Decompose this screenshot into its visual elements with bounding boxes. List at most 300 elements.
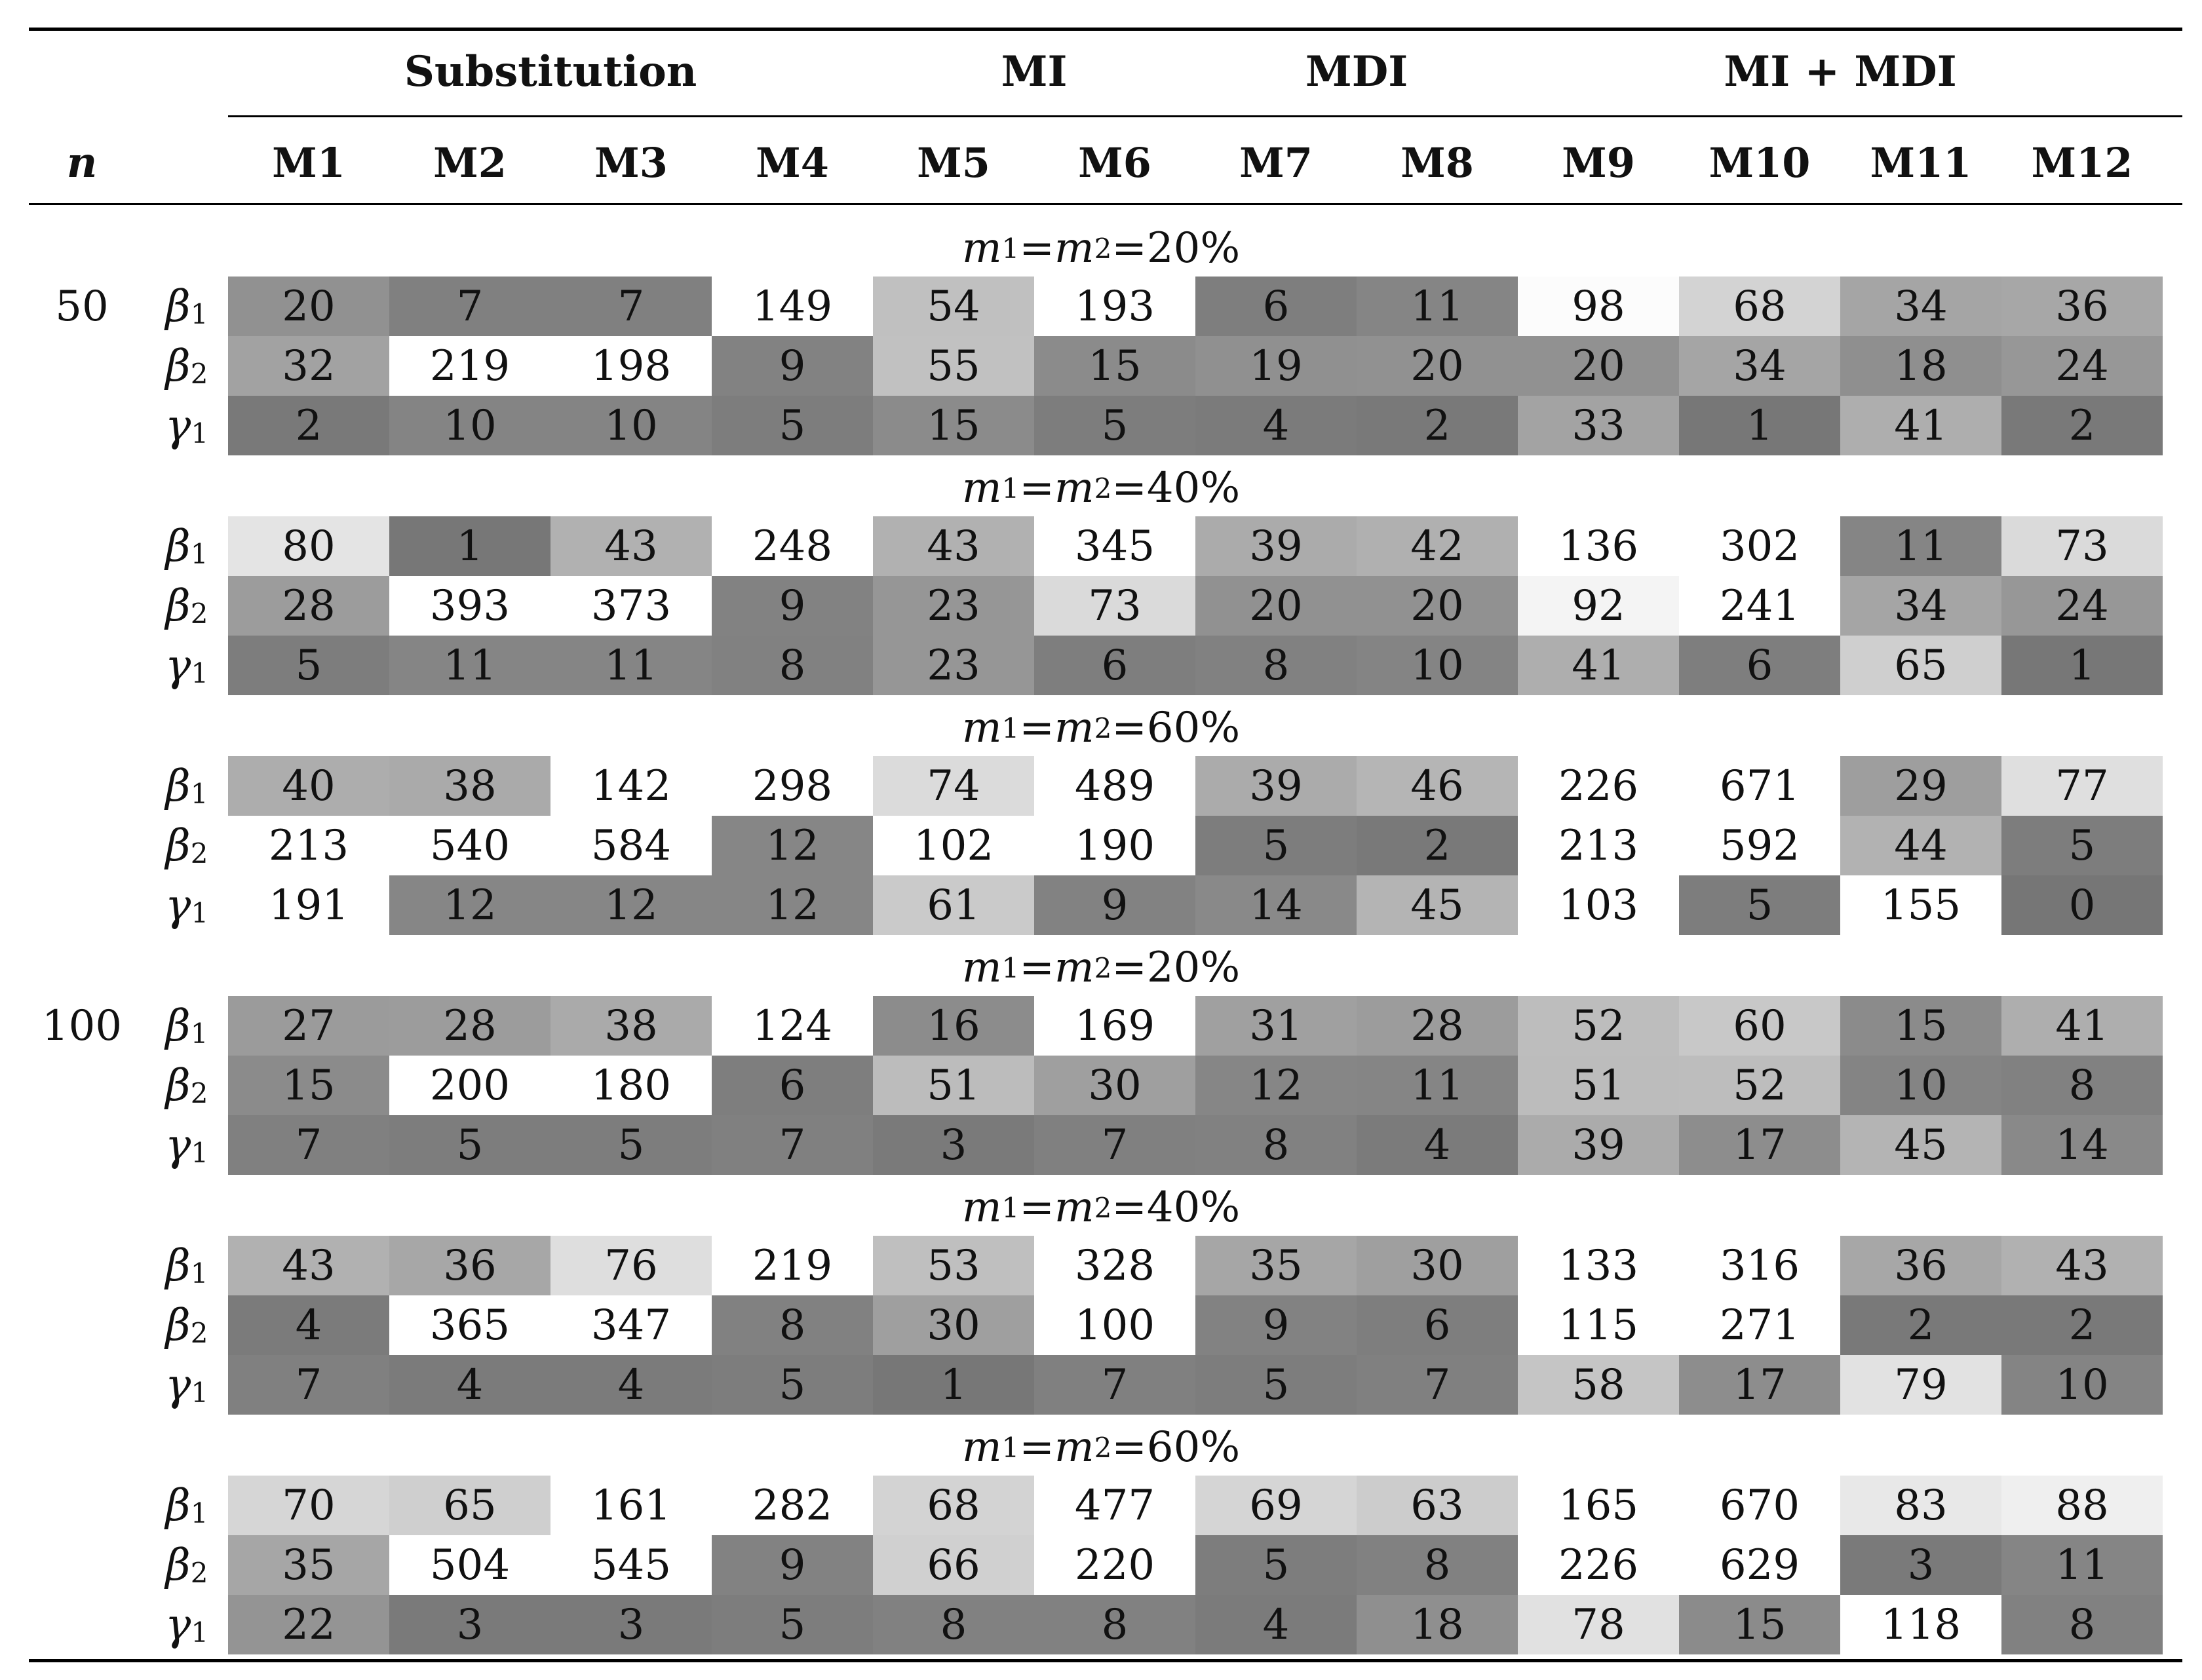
table-cell: 70 <box>228 1476 389 1535</box>
column-header: M2 <box>433 138 507 187</box>
table-cell: 9 <box>712 576 873 636</box>
table-cell: 115 <box>1518 1295 1679 1355</box>
table-cell: 45 <box>1357 875 1518 935</box>
table-cell: 33 <box>1518 396 1679 455</box>
table-cell: 36 <box>2001 277 2163 336</box>
table-cell: 61 <box>873 875 1034 935</box>
label-subscript: 2 <box>1094 712 1112 744</box>
table-cell: 34 <box>1679 336 1840 396</box>
table-cell: 65 <box>389 1476 550 1535</box>
column-header: M4 <box>756 138 829 187</box>
parameter-label <box>147 996 226 1056</box>
table-cell: 191 <box>228 875 389 935</box>
parameter-symbol: β <box>165 521 191 571</box>
table-cell: 10 <box>1840 1056 2001 1115</box>
table-cell: 53 <box>873 1236 1034 1295</box>
parameter-subscript: 1 <box>191 417 209 449</box>
table-cell: 190 <box>1034 816 1195 875</box>
label-subscript: 2 <box>1094 232 1112 265</box>
table-cell: 98 <box>1518 277 1679 336</box>
missing-rate-value: 20% <box>1146 944 1241 992</box>
table-cell: 2 <box>2001 1295 2163 1355</box>
table-cell: 45 <box>1840 1115 2001 1175</box>
sample-size: 50 <box>55 282 109 331</box>
parameter-symbol: γ <box>164 400 191 451</box>
parameter-subscript: 1 <box>191 1377 209 1409</box>
parameter-label <box>147 277 226 336</box>
parameter-label <box>147 1595 226 1654</box>
parameter-label <box>147 516 226 576</box>
table-cell: 5 <box>1679 875 1840 935</box>
label-var: m <box>1054 464 1094 512</box>
table-cell: 80 <box>228 516 389 576</box>
parameter-label <box>147 1535 226 1595</box>
column-header: M5 <box>917 138 990 187</box>
parameter-subscript: 1 <box>190 1497 208 1529</box>
table-cell: 100 <box>1034 1295 1195 1355</box>
table-cell: 9 <box>1034 875 1195 935</box>
table-cell: 38 <box>550 996 712 1056</box>
table-cell: 77 <box>2001 756 2163 816</box>
table-cell: 83 <box>1840 1476 2001 1535</box>
table-cell: 155 <box>1840 875 2001 935</box>
table-cell: 219 <box>389 336 550 396</box>
table-cell: 540 <box>389 816 550 875</box>
table-cell: 9 <box>1195 1295 1357 1355</box>
table-cell: 9 <box>712 336 873 396</box>
table-cell: 8 <box>1195 1115 1357 1175</box>
table-cell: 592 <box>1679 816 1840 875</box>
table-cell: 60 <box>1679 996 1840 1056</box>
table-cell: 213 <box>1518 816 1679 875</box>
parameter-subscript: 2 <box>190 358 208 390</box>
parameter-symbol: β <box>165 1001 191 1051</box>
table-cell: 5 <box>712 1355 873 1415</box>
table-cell: 8 <box>1357 1535 1518 1595</box>
table-cell: 20 <box>1518 336 1679 396</box>
column-header: M3 <box>594 138 668 187</box>
table-cell: 4 <box>1195 396 1357 455</box>
parameter-subscript: 1 <box>190 538 208 570</box>
label-var: m <box>1054 224 1094 273</box>
table-cell: 3 <box>389 1595 550 1654</box>
column-header: M12 <box>2031 138 2133 187</box>
table-cell: 20 <box>1357 576 1518 636</box>
table-cell: 52 <box>1518 996 1679 1056</box>
table-cell: 365 <box>389 1295 550 1355</box>
missing-rate-label: m 1 = m 2 = 60% <box>961 1423 1241 1472</box>
table-cell: 10 <box>550 396 712 455</box>
table-cell: 5 <box>550 1115 712 1175</box>
table-cell: 31 <box>1195 996 1357 1056</box>
parameter-label <box>147 756 226 816</box>
parameter-subscript: 1 <box>191 897 209 929</box>
table-cell: 545 <box>550 1535 712 1595</box>
parameter-symbol: β <box>165 1540 191 1590</box>
table-cell: 24 <box>2001 336 2163 396</box>
table-cell: 10 <box>1357 636 1518 695</box>
table-cell: 11 <box>1840 516 2001 576</box>
parameter-symbol: β <box>165 341 191 391</box>
parameter-label <box>147 396 226 455</box>
table-cell: 248 <box>712 516 873 576</box>
label-subscript: 2 <box>1094 1191 1112 1224</box>
parameter-subscript: 1 <box>190 778 208 810</box>
table-cell: 19 <box>1195 336 1357 396</box>
table-cell: 12 <box>712 875 873 935</box>
table-cell: 16 <box>873 996 1034 1056</box>
label-subscript: 1 <box>1001 1191 1020 1224</box>
table-cell: 2 <box>1840 1295 2001 1355</box>
label-subscript: 1 <box>1001 1431 1020 1464</box>
parameter-subscript: 1 <box>190 1018 208 1050</box>
table-cell: 68 <box>873 1476 1034 1535</box>
table-cell: 5 <box>2001 816 2163 875</box>
table-cell: 51 <box>873 1056 1034 1115</box>
table-cell: 7 <box>712 1115 873 1175</box>
table-cell: 38 <box>389 756 550 816</box>
table-cell: 43 <box>550 516 712 576</box>
table-cell: 6 <box>1195 277 1357 336</box>
table-cell: 79 <box>1840 1355 2001 1415</box>
table-cell: 118 <box>1840 1595 2001 1654</box>
table-cell: 30 <box>1357 1236 1518 1295</box>
table-cell: 4 <box>228 1295 389 1355</box>
table-cell: 193 <box>1034 277 1195 336</box>
table-cell: 8 <box>2001 1056 2163 1115</box>
top-rule <box>29 28 2182 31</box>
table-cell: 219 <box>712 1236 873 1295</box>
parameter-symbol: γ <box>164 1120 191 1170</box>
table-cell: 2 <box>2001 396 2163 455</box>
label-var: m <box>961 1183 1002 1232</box>
table-cell: 4 <box>1195 1595 1357 1654</box>
table-cell: 504 <box>389 1535 550 1595</box>
missing-rate-label: m 1 = m 2 = 40% <box>961 1183 1241 1232</box>
parameter-symbol: β <box>165 1240 191 1291</box>
table-cell: 373 <box>550 576 712 636</box>
table-cell: 136 <box>1518 516 1679 576</box>
parameter-label <box>147 1236 226 1295</box>
table-cell: 18 <box>1840 336 2001 396</box>
table-cell: 1 <box>389 516 550 576</box>
table-cell: 12 <box>1195 1056 1357 1115</box>
table-cell: 5 <box>712 396 873 455</box>
table-cell: 347 <box>550 1295 712 1355</box>
missing-rate-value: 60% <box>1146 1423 1241 1472</box>
table-cell: 28 <box>389 996 550 1056</box>
missing-rate-label: m 1 = m 2 = 40% <box>961 464 1241 512</box>
label-var: m <box>961 704 1002 752</box>
missing-rate-value: 20% <box>1146 224 1241 273</box>
table-cell: 44 <box>1840 816 2001 875</box>
table-cell: 27 <box>228 996 389 1056</box>
table-cell: 34 <box>1840 576 2001 636</box>
table-cell: 43 <box>2001 1236 2163 1295</box>
table-cell: 282 <box>712 1476 873 1535</box>
table-cell: 69 <box>1195 1476 1357 1535</box>
parameter-subscript: 1 <box>191 657 209 689</box>
table-cell: 489 <box>1034 756 1195 816</box>
table-cell: 165 <box>1518 1476 1679 1535</box>
label-subscript: 1 <box>1001 232 1020 265</box>
parameter-label <box>147 1295 226 1355</box>
header-rule <box>29 203 2182 205</box>
table-cell: 20 <box>1195 576 1357 636</box>
table-cell: 78 <box>1518 1595 1679 1654</box>
table-cell: 8 <box>2001 1595 2163 1654</box>
table-cell: 41 <box>1518 636 1679 695</box>
parameter-subscript: 2 <box>190 598 208 630</box>
table-cell: 30 <box>1034 1056 1195 1115</box>
parameter-subscript: 1 <box>191 1137 209 1169</box>
table-cell: 7 <box>389 277 550 336</box>
table-cell: 629 <box>1679 1535 1840 1595</box>
parameter-subscript: 2 <box>190 837 208 869</box>
table-cell: 88 <box>2001 1476 2163 1535</box>
table-cell: 11 <box>389 636 550 695</box>
table-cell: 3 <box>1840 1535 2001 1595</box>
table-cell: 8 <box>873 1595 1034 1654</box>
table-cell: 12 <box>389 875 550 935</box>
table-cell: 29 <box>1840 756 2001 816</box>
table-cell: 7 <box>228 1115 389 1175</box>
table-cell: 65 <box>1840 636 2001 695</box>
table-cell: 161 <box>550 1476 712 1535</box>
parameter-symbol: γ <box>164 1599 191 1650</box>
table-cell: 40 <box>228 756 389 816</box>
column-header: M10 <box>1709 138 1811 187</box>
table-cell: 43 <box>228 1236 389 1295</box>
table-cell: 6 <box>1034 636 1195 695</box>
group-header: MI <box>1001 47 1068 96</box>
parameter-symbol: γ <box>164 880 191 930</box>
n-column-header: n <box>66 138 98 187</box>
parameter-label <box>147 816 226 875</box>
column-header: M1 <box>272 138 345 187</box>
parameter-label <box>147 875 226 935</box>
table-cell: 4 <box>1357 1115 1518 1175</box>
parameter-subscript: 1 <box>190 298 208 330</box>
group-underline <box>228 115 2182 117</box>
parameter-symbol: β <box>165 281 191 332</box>
table-cell: 36 <box>389 1236 550 1295</box>
table-cell: 66 <box>873 1535 1034 1595</box>
table-cell: 124 <box>712 996 873 1056</box>
group-header: MI + MDI <box>1724 47 1957 96</box>
label-subscript: 2 <box>1094 472 1112 505</box>
column-header: M8 <box>1400 138 1474 187</box>
table-cell: 41 <box>1840 396 2001 455</box>
table-cell: 43 <box>873 516 1034 576</box>
table-cell: 5 <box>712 1595 873 1654</box>
missing-rate-label: m 1 = m 2 = 60% <box>961 704 1241 752</box>
table-cell: 584 <box>550 816 712 875</box>
table-cell: 149 <box>712 277 873 336</box>
parameter-symbol: β <box>165 820 191 871</box>
table-cell: 23 <box>873 576 1034 636</box>
parameter-subscript: 2 <box>190 1077 208 1109</box>
table-cell: 220 <box>1034 1535 1195 1595</box>
table-cell: 7 <box>1034 1355 1195 1415</box>
table-cell: 54 <box>873 277 1034 336</box>
table-cell: 8 <box>1034 1595 1195 1654</box>
parameter-symbol: β <box>165 1480 191 1531</box>
column-header: M7 <box>1239 138 1313 187</box>
table-cell: 241 <box>1679 576 1840 636</box>
table-cell: 20 <box>228 277 389 336</box>
table-cell: 34 <box>1840 277 2001 336</box>
label-var: m <box>961 464 1002 512</box>
table-cell: 6 <box>712 1056 873 1115</box>
table-cell: 8 <box>712 1295 873 1355</box>
table-cell: 11 <box>2001 1535 2163 1595</box>
table-cell: 42 <box>1357 516 1518 576</box>
table-cell: 3 <box>550 1595 712 1654</box>
table-cell: 2 <box>1357 396 1518 455</box>
label-subscript: 1 <box>1001 472 1020 505</box>
column-header: M11 <box>1870 138 1972 187</box>
table-cell: 7 <box>1357 1355 1518 1415</box>
table-cell: 11 <box>550 636 712 695</box>
table-cell: 103 <box>1518 875 1679 935</box>
table-cell: 5 <box>1195 1535 1357 1595</box>
table-cell: 92 <box>1518 576 1679 636</box>
table-cell: 15 <box>1840 996 2001 1056</box>
table-cell: 35 <box>1195 1236 1357 1295</box>
parameter-symbol: β <box>165 1060 191 1111</box>
missing-rate-value: 60% <box>1146 704 1241 752</box>
table-cell: 142 <box>550 756 712 816</box>
table-cell: 30 <box>873 1295 1034 1355</box>
label-var: m <box>961 1423 1002 1472</box>
parameter-symbol: γ <box>164 1360 191 1410</box>
table-cell: 298 <box>712 756 873 816</box>
table-cell: 51 <box>1518 1056 1679 1115</box>
table-cell: 6 <box>1357 1295 1518 1355</box>
table-cell: 55 <box>873 336 1034 396</box>
table-cell: 28 <box>1357 996 1518 1056</box>
table-cell: 73 <box>1034 576 1195 636</box>
table-cell: 63 <box>1357 1476 1518 1535</box>
table-cell: 198 <box>550 336 712 396</box>
table-cell: 102 <box>873 816 1034 875</box>
table-cell: 36 <box>1840 1236 2001 1295</box>
table-cell: 10 <box>2001 1355 2163 1415</box>
table-cell: 133 <box>1518 1236 1679 1295</box>
label-var: m <box>961 224 1002 273</box>
table-cell: 11 <box>1357 277 1518 336</box>
table-cell: 7 <box>1034 1115 1195 1175</box>
table-cell: 8 <box>712 636 873 695</box>
table-cell: 41 <box>2001 996 2163 1056</box>
label-var: m <box>1054 704 1094 752</box>
table-cell: 5 <box>228 636 389 695</box>
table-cell: 345 <box>1034 516 1195 576</box>
table-cell: 5 <box>1195 1355 1357 1415</box>
parameter-label <box>147 636 226 695</box>
table-cell: 5 <box>1034 396 1195 455</box>
parameter-label <box>147 576 226 636</box>
missing-rate-label: m 1 = m 2 = 20% <box>961 224 1241 273</box>
table-cell: 0 <box>2001 875 2163 935</box>
table-cell: 20 <box>1357 336 1518 396</box>
parameter-symbol: β <box>165 761 191 811</box>
parameter-label <box>147 1115 226 1175</box>
group-header: MDI <box>1305 47 1408 96</box>
parameter-symbol: β <box>165 581 191 631</box>
table-cell: 14 <box>1195 875 1357 935</box>
parameter-subscript: 2 <box>190 1557 208 1589</box>
table-cell: 328 <box>1034 1236 1195 1295</box>
table-cell: 316 <box>1679 1236 1840 1295</box>
label-subscript: 1 <box>1001 951 1020 984</box>
missing-rate-label: m 1 = m 2 = 20% <box>961 944 1241 992</box>
table-cell: 7 <box>550 277 712 336</box>
column-header: M6 <box>1078 138 1151 187</box>
table-cell: 15 <box>1034 336 1195 396</box>
table-cell: 39 <box>1518 1115 1679 1175</box>
table-cell: 477 <box>1034 1476 1195 1535</box>
table-cell: 5 <box>1195 816 1357 875</box>
parameter-subscript: 1 <box>190 1257 208 1289</box>
table-cell: 58 <box>1518 1355 1679 1415</box>
table-cell: 10 <box>389 396 550 455</box>
group-header: Substitution <box>404 47 697 96</box>
label-var: m <box>961 944 1002 992</box>
label-var: m <box>1054 1423 1094 1472</box>
table-cell: 226 <box>1518 1535 1679 1595</box>
parameter-symbol: β <box>165 1300 191 1350</box>
table-cell: 17 <box>1679 1115 1840 1175</box>
table-cell: 6 <box>1679 636 1840 695</box>
table-cell: 200 <box>389 1056 550 1115</box>
table-cell: 302 <box>1679 516 1840 576</box>
table-cell: 15 <box>873 396 1034 455</box>
table-cell: 180 <box>550 1056 712 1115</box>
missing-rate-value: 40% <box>1146 464 1241 512</box>
table-cell: 68 <box>1679 277 1840 336</box>
table-cell: 39 <box>1195 516 1357 576</box>
parameter-label <box>147 1355 226 1415</box>
table-cell: 17 <box>1679 1355 1840 1415</box>
label-subscript: 2 <box>1094 951 1112 984</box>
parameter-subscript: 1 <box>191 1616 209 1649</box>
parameter-subscript: 2 <box>190 1317 208 1349</box>
table-cell: 7 <box>228 1355 389 1415</box>
table-cell: 18 <box>1357 1595 1518 1654</box>
parameter-symbol: γ <box>164 640 191 691</box>
table-cell: 23 <box>873 636 1034 695</box>
table-cell: 3 <box>873 1115 1034 1175</box>
table-cell: 2 <box>228 396 389 455</box>
table-cell: 1 <box>873 1355 1034 1415</box>
table-cell: 1 <box>1679 396 1840 455</box>
table-cell: 15 <box>1679 1595 1840 1654</box>
sample-size: 100 <box>41 1001 123 1050</box>
table-cell: 32 <box>228 336 389 396</box>
bottom-rule <box>29 1659 2182 1662</box>
table-cell: 393 <box>389 576 550 636</box>
table-cell: 1 <box>2001 636 2163 695</box>
table-cell: 169 <box>1034 996 1195 1056</box>
table-cell: 670 <box>1679 1476 1840 1535</box>
parameter-label <box>147 1476 226 1535</box>
table-cell: 74 <box>873 756 1034 816</box>
table-cell: 12 <box>550 875 712 935</box>
table-cell: 76 <box>550 1236 712 1295</box>
table-cell: 271 <box>1679 1295 1840 1355</box>
